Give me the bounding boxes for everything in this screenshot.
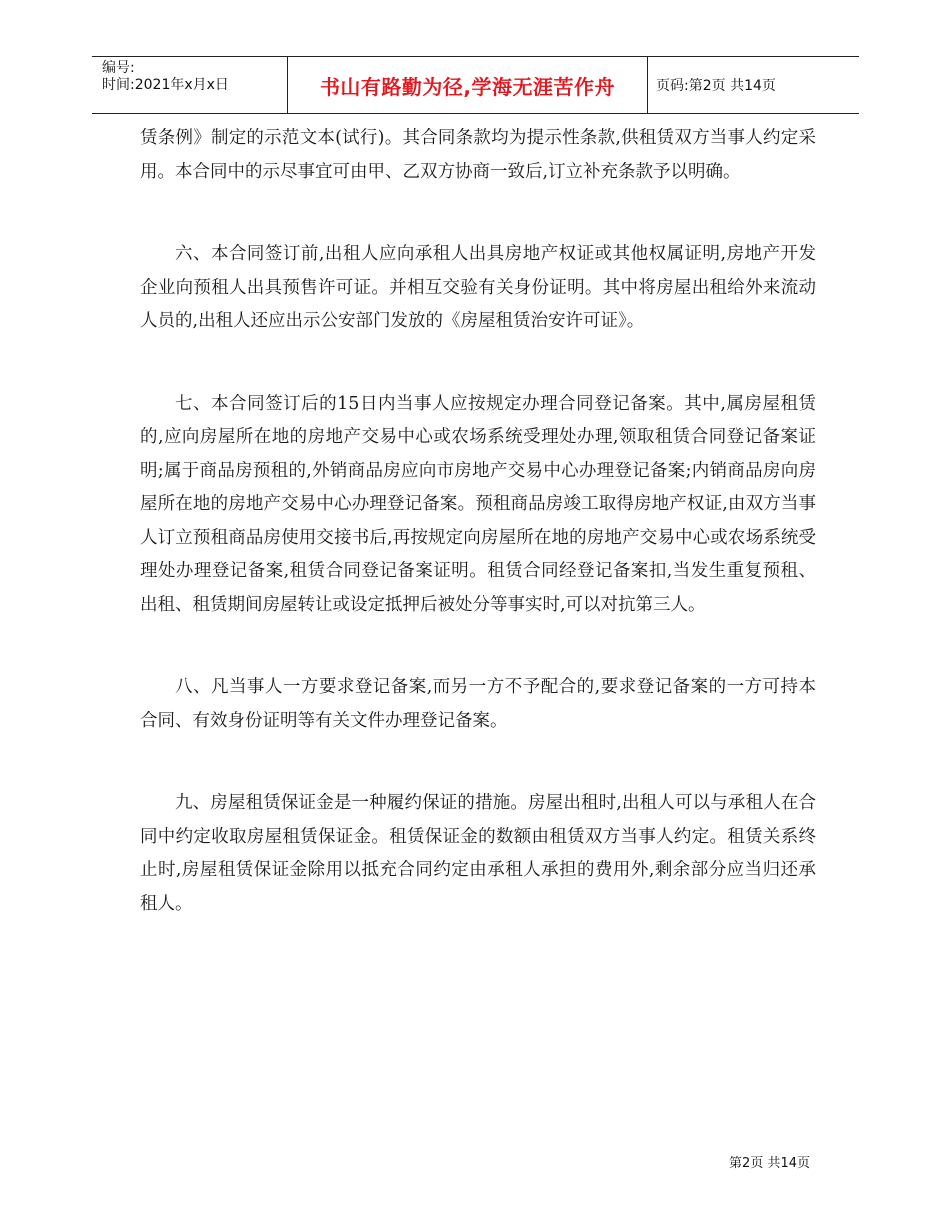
document-body: [140, 122, 816, 921]
header-meta: [92, 57, 288, 113]
paragraph-clause-7: 七、本合同签订后的15日内当事人应按规定办理合同登记备案。其中,属房屋租赁的,应向房屋所在地的房地产交易中心或农场系统受理处办理,领取租赁合同登记备案证明;属于商品房预租的,外销商品房应向市房地产交易中心办理登记备案;内销商品房向房屋所在地的房地产交易中心办理登记备案。预租商品房竣工取得房地产权证,由双方当事人订立预租商品房使用交接书后,再按规定向房屋所在地的房地产交易中心或农场系统受理处办理登记备案,租赁合同登记备案证明。租赁合同经登记备案扣,当发生重复预租、出租、租赁期间房屋转让或设定抵押后被处分等事实时,可以对抗第三人。: [140, 393, 816, 615]
paragraph-continuation: 赁条例》制定的示范文本(试行)。其合同条款均为提示性条款,供租赁双方当事人约定采用。本合同中的示尽事宜可由甲、乙双方协商一致后,订立补充条款予以明确。: [140, 128, 816, 182]
page-header: [92, 56, 859, 114]
paragraph-clause-6: 六、本合同签订前,出租人应向承租人出具房地产权证或其他权属证明,房地产开发企业向预租人出具预售许可证。并相互交验有关身份证明。其中将房屋出租给外来流动人员的,出租人还应出示公安部门发放的《房屋租赁治安许可证》。: [140, 244, 816, 331]
document-number-label: 编号:: [102, 60, 135, 76]
header-motto: 书山有路勤为径,学海无涯苦作舟: [288, 57, 648, 113]
paragraph-clause-9: 九、房屋租赁保证金是一种履约保证的措施。房屋出租时,出租人可以与承租人在合同中约定收取房屋租赁保证金。租赁保证金的数额由租赁双方当事人约定。租赁关系终止时,房屋租赁保证金除用以抵充合同约定由承租人承担的费用外,剩余部分应当归还承租人。: [140, 793, 816, 914]
header-page-info: 页码:第2页 共14页: [656, 78, 776, 94]
paragraph-clause-8: 八、凡当事人一方要求登记备案,而另一方不予配合的,要求登记备案的一方可持本合同、有效身份证明等有关文件办理登记备案。: [140, 677, 816, 731]
page-footer: 第2页 共14页: [729, 1156, 810, 1171]
document-time: 时间:2021年x月x日: [102, 77, 229, 93]
